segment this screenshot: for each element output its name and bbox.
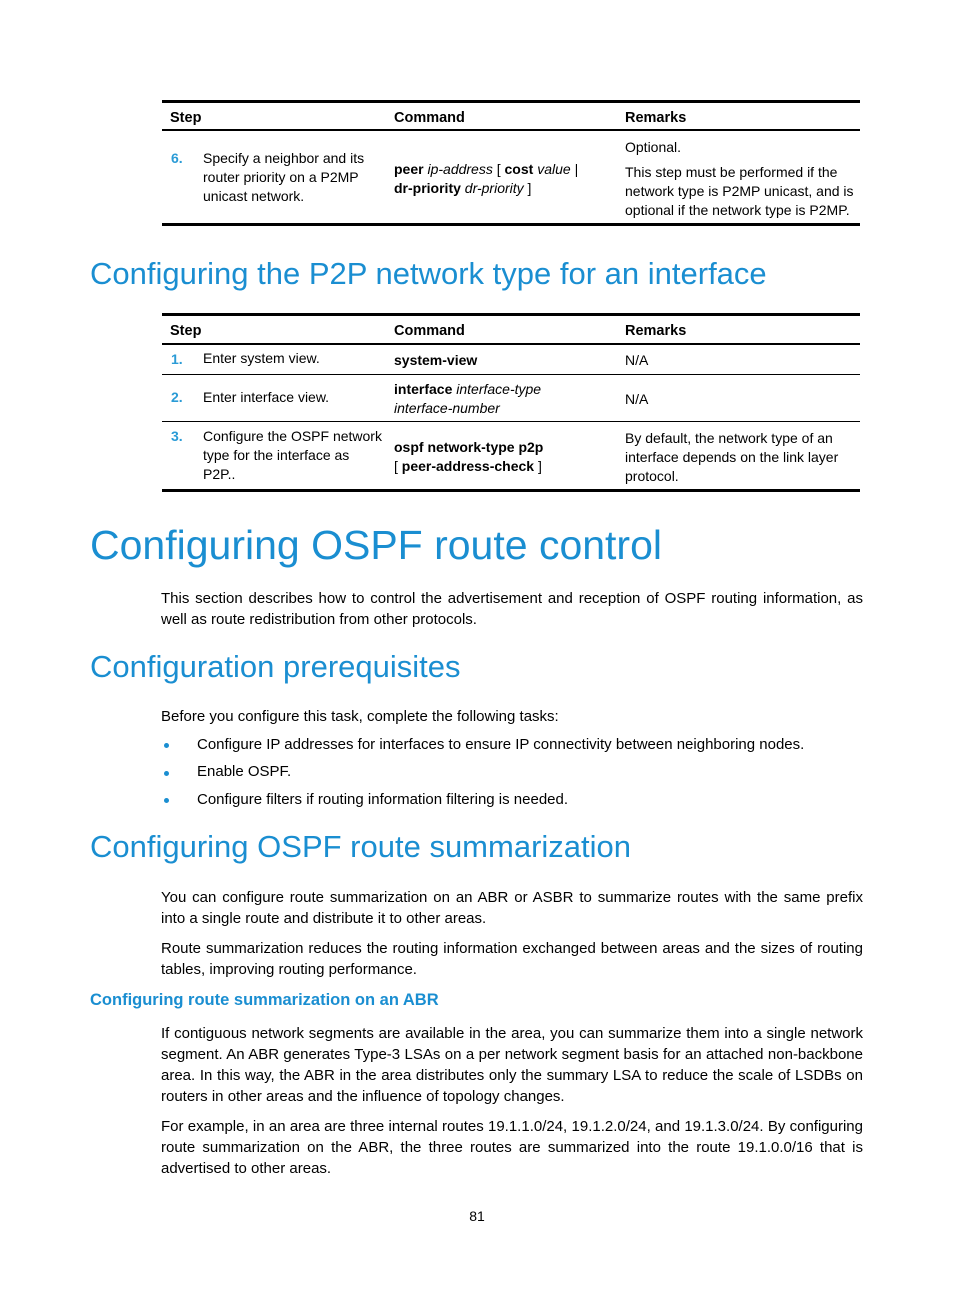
table2-row2-number: 2. xyxy=(171,389,183,405)
table1-row-number: 6. xyxy=(171,150,183,166)
section-heading-summarization: Configuring OSPF route summarization xyxy=(90,829,632,864)
cmd-keyword: peer-address-check xyxy=(401,458,535,474)
cmd-keyword: cost xyxy=(504,161,534,177)
cmd-argument: interface-type interface-number xyxy=(394,381,542,416)
table1-row-command xyxy=(394,160,594,198)
cmd-argument: ip-address xyxy=(427,161,493,177)
section-heading-p2p: Configuring the P2P network type for an interface xyxy=(90,256,767,291)
abr-paragraph-1: If contiguous network segments are available in the area, you can summarize them into a single network segment. An ABR generates Type-3 LSAs on a per network segment basis for an attached non-backbone area. In this way, the ABR in the area distributes only the summary LSA to reduce the scale of LSDBs on routers in other areas and the influence of topology changes. xyxy=(161,1025,863,1105)
bullet-icon xyxy=(164,743,169,748)
table2-row-divider xyxy=(162,374,860,375)
section-heading-prerequisites: Configuration prerequisites xyxy=(90,649,461,684)
table1-row-remark-2: This step must be performed if the network type is P2MP unicast, and is optional if the network type is P2MP. xyxy=(625,164,854,218)
table1-row-step: Specify a neighbor and its router priority on a P2MP unicast network. xyxy=(203,150,365,204)
table1-header-step: Step xyxy=(170,110,202,126)
cmd-bracket: [ xyxy=(394,458,398,474)
table2-row1-command xyxy=(394,351,477,370)
table2-row1-remark: N/A xyxy=(625,352,649,368)
cmd-keyword: peer xyxy=(394,161,424,177)
table2-header-remarks: Remarks xyxy=(625,323,687,339)
table1-header-rule xyxy=(162,129,860,131)
cmd-argument: dr-priority xyxy=(464,180,524,196)
abr-paragraph-2: For example, in an area are three internal routes 19.1.1.0/24, 19.1.2.0/24, and 19.1.3.0/24. By configuring route summarization on the ABR, the three routes are summarized into the route 19.1.0.0/16 that is advertised to other areas. xyxy=(161,1118,863,1177)
table2-row-divider xyxy=(162,421,860,422)
cmd-argument: value xyxy=(537,161,571,177)
table1-row-remark-1: Optional. xyxy=(625,139,682,155)
table2-bottom-rule xyxy=(162,489,860,492)
route-control-intro: This section describes how to control the advertisement and reception of OSPF routing information, as well as route redistribution from other protocols. xyxy=(161,590,863,628)
prerequisite-item: Configure IP addresses for interfaces to ensure IP connectivity between neighboring nodes. xyxy=(197,736,805,753)
table2-header-step: Step xyxy=(170,323,202,339)
cmd-bracket: ] xyxy=(527,180,532,196)
page-number: 81 xyxy=(469,1208,485,1224)
table1-bottom-rule xyxy=(162,223,860,226)
table2-row3-number: 3. xyxy=(171,428,183,444)
table2-row3-command xyxy=(394,438,594,476)
table2-row3-step: Configure the OSPF network type for the interface as P2P.. xyxy=(203,428,382,482)
table2-top-rule xyxy=(162,313,860,316)
table2-row1-step: Enter system view. xyxy=(203,350,320,366)
table2-row3-remark: By default, the network type of an interface depends on the link layer protocol. xyxy=(625,430,839,484)
cmd-bracket: [ xyxy=(496,161,501,177)
table2-row1-number: 1. xyxy=(171,351,183,367)
cmd-keyword: ospf network-type p2p xyxy=(394,439,544,455)
cmd-keyword: dr-priority xyxy=(394,180,461,196)
bullet-icon xyxy=(164,798,169,803)
cmd-keyword: interface xyxy=(394,381,453,397)
prerequisite-item: Configure filters if routing information filtering is needed. xyxy=(197,791,569,808)
table2-header-rule xyxy=(162,343,860,345)
table1-top-rule xyxy=(162,100,860,103)
prerequisite-item: Enable OSPF. xyxy=(197,763,292,780)
table2-row2-step: Enter interface view. xyxy=(203,389,330,405)
table2-header-command: Command xyxy=(394,323,465,339)
summarization-paragraph-1: You can configure route summarization on an ABR or ASBR to summarize routes with the same prefix into a single route and distribute it to other areas. xyxy=(161,889,863,927)
cmd-pipe: | xyxy=(574,161,579,177)
cmd-keyword: system-view xyxy=(394,352,478,368)
chapter-heading-route-control: Configuring OSPF route control xyxy=(90,522,662,568)
table2-row2-command xyxy=(394,380,554,418)
prerequisites-intro: Before you configure this task, complete the following tasks: xyxy=(161,708,559,725)
table1-header-command: Command xyxy=(394,110,465,126)
summarization-paragraph-2: Route summarization reduces the routing information exchanged between areas and the sizes of routing tables, improving routing performance. xyxy=(161,940,863,978)
cmd-bracket: ] xyxy=(537,458,542,474)
table2-row2-remark: N/A xyxy=(625,391,649,407)
bullet-icon xyxy=(164,771,169,776)
subsection-heading-abr: Configuring route summarization on an ABR xyxy=(90,991,439,1009)
table1-header-remarks: Remarks xyxy=(625,110,687,126)
